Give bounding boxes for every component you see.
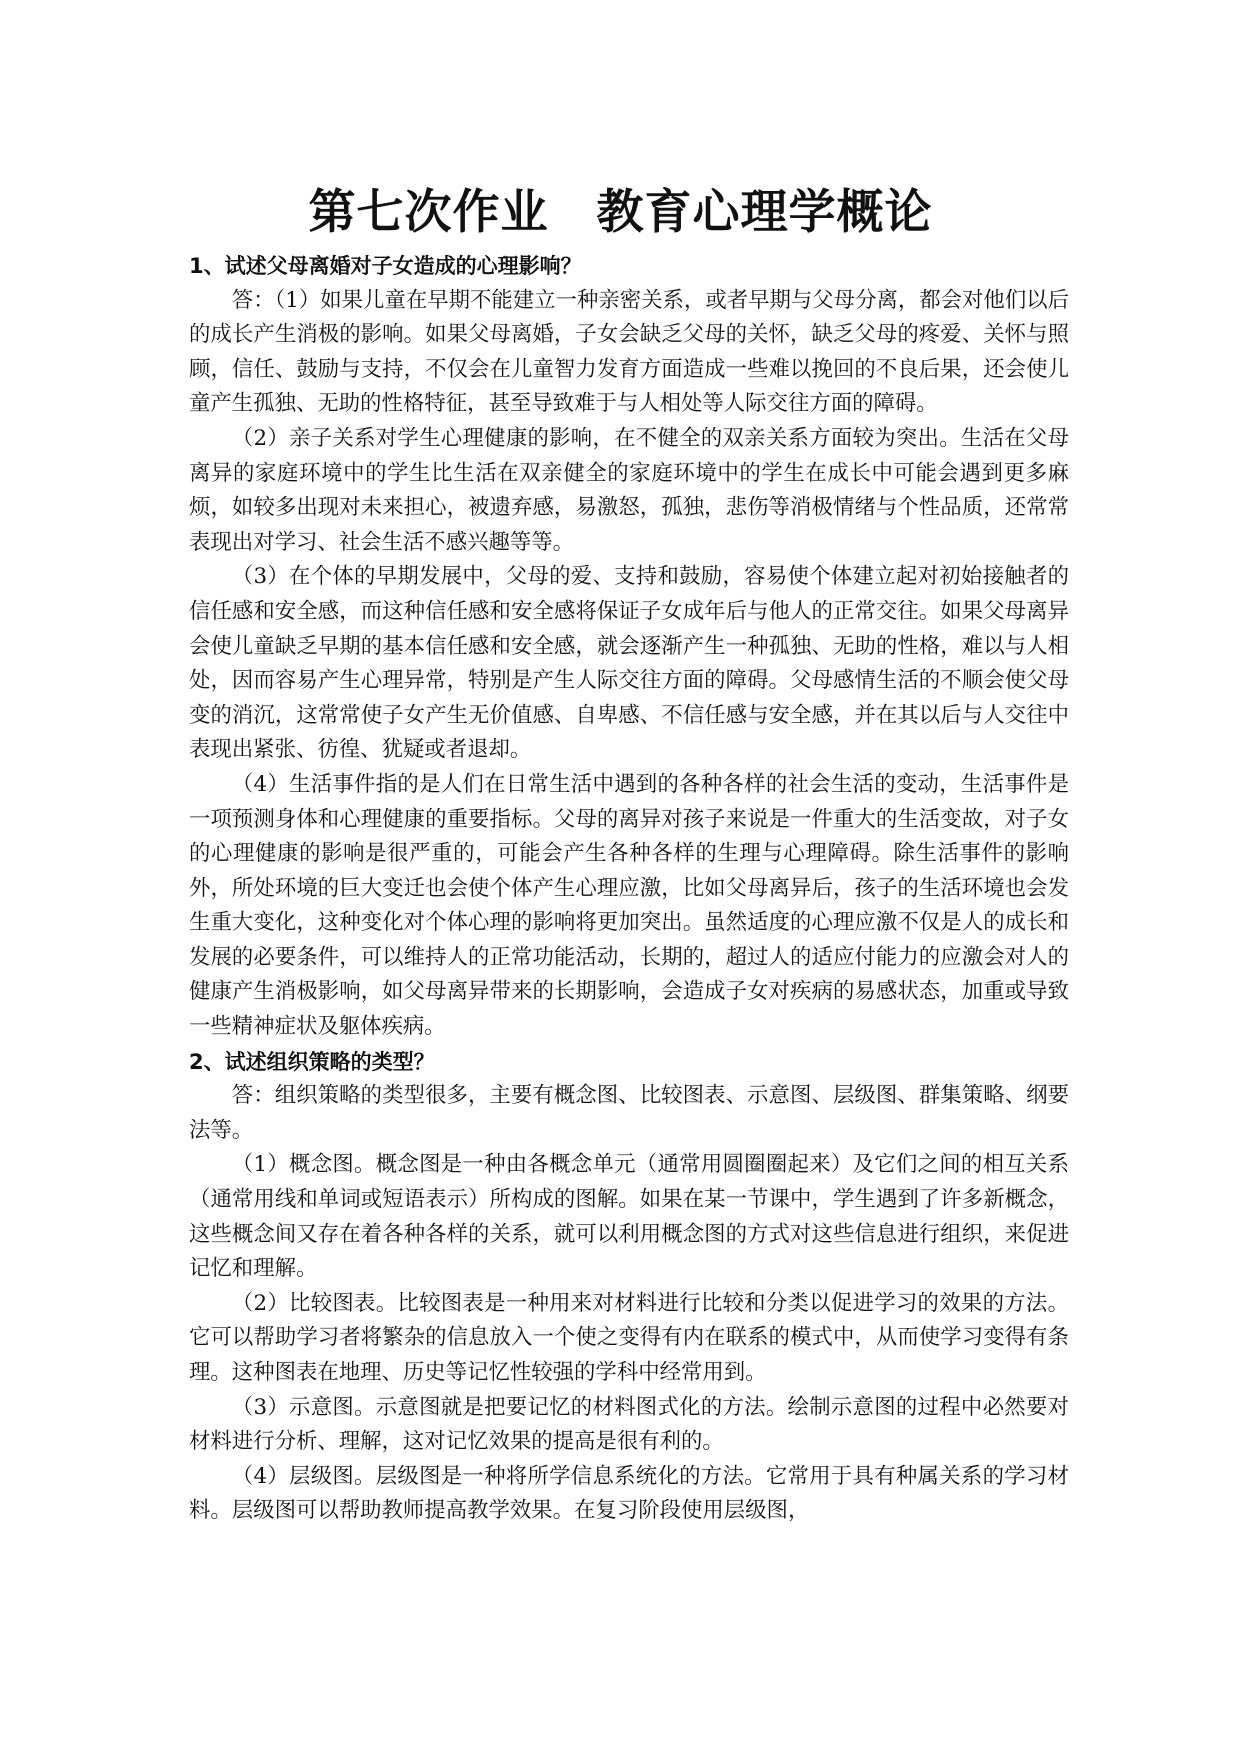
question-heading: 2、试述组织策略的类型？ bbox=[189, 1049, 435, 1074]
answer-paragraph: （3）在个体的早期发展中，父母的爱、支持和鼓励，容易使个体建立起对初始接触者的信任感和安全感，而这种信任感和安全感将保证子女成年后与他人的正常交往。如果父母离异会使儿童缺乏早期的基本信任感和安全感，就会逐渐产生一种孤独、无助的性格，难以与人相处，因而容易产生心理异常，特别是产生人际交往方面的障碍。父母感情生活的不顺会使父母变的消沉，这常常使子女产生无价值感、自卑感、不信任感与安全感，并在其以后与人交往中表现出紧张、彷徨、犹疑或者退却。 bbox=[189, 564, 1069, 763]
answer-paragraph: （2）比较图表。比较图表是一种用来对材料进行比较和分类以促进学习的效果的方法。它可以帮助学习者将繁杂的信息放入一个使之变得有内在联系的模式中，从而使学习变得有条理。这种图表在地理、历史等记忆性较强的学科中经常用到。 bbox=[189, 1290, 1069, 1385]
question-1 bbox=[189, 249, 1069, 1045]
question-2 bbox=[189, 1045, 1069, 1529]
answer-paragraph: （3）示意图。示意图就是把要记忆的材料图式化的方法。绘制示意图的过程中必然要对材料进行分析、理解，这对记忆效果的提高是很有利的。 bbox=[189, 1394, 1069, 1455]
document-title: 第七次作业 教育心理学概论 bbox=[308, 185, 933, 241]
question-heading: 1、试述父母离婚对子女造成的心理影响？ bbox=[189, 254, 582, 278]
answer-paragraph: （2）亲子关系对学生心理健康的影响，在不健全的双亲关系方面较为突出。生活在父母离异的家庭环境中的学生比生活在双亲健全的家庭环境中的学生在成长中可能会遇到更多麻烦，如较多出现对未来担心，被遗弃感，易激怒，孤独，悲伤等消极情绪与个性品质，还常常表现出对学习、社会生活不感兴趣等等。 bbox=[189, 425, 1069, 555]
answer-paragraph: （4）层级图。层级图是一种将所学信息系统化的方法。它常用于具有种属关系的学习材料。层级图可以帮助教师提高教学效果。在复习阶段使用层级图， bbox=[189, 1463, 1069, 1524]
document-body bbox=[189, 249, 1069, 1529]
answer-paragraph: （4）生活事件指的是人们在日常生活中遇到的各种各样的社会生活的变动，生活事件是一项预测身体和心理健康的重要指标。父母的离异对孩子来说是一件重大的生活变故，对子女的心理健康的影响是很严重的，可能会产生各种各样的生理与心理障碍。除生活事件的影响外，所处环境的巨大变迁也会使个体产生心理应激，比如父母离异后，孩子的生活环境也会发生重大变化，这种变化对个体心理的影响将更加突出。虽然适度的心理应激不仅是人的成长和发展的必要条件，可以维持人的正常功能活动，长期的，超过人的适应付能力的应激会对人的健康产生消极影响，如父母离异带来的长期影响，会造成子女对疾病的易感状态，加重或导致一些精神症状及躯体疾病。 bbox=[189, 771, 1069, 1040]
answer-paragraph: 答：（1）如果儿童在早期不能建立一种亲密关系，或者早期与父母分离，都会对他们以后的成长产生消极的影响。如果父母离婚，子女会缺乏父母的关怀，缺乏父母的疼爱、关怀与照顾，信任、鼓励与支持，不仅会在儿童智力发育方面造成一些难以挽回的不良后果，还会使儿童产生孤独、无助的性格特征，甚至导致难于与人相处等人际交往方面的障碍。 bbox=[189, 287, 1069, 417]
answer-paragraph: 答：组织策略的类型很多，主要有概念图、比较图表、示意图、层级图、群集策略、纲要法等。 bbox=[189, 1083, 1069, 1143]
answer-paragraph: （1）概念图。概念图是一种由各概念单元（通常用圆圈圈起来）及它们之间的相互关系（通常用线和单词或短语表示）所构成的图解。如果在某一节课中，学生遇到了许多新概念，这些概念间又存在着各种各样的关系，就可以利用概念图的方式对这些信息进行组织，来促进记忆和理解。 bbox=[189, 1152, 1069, 1282]
